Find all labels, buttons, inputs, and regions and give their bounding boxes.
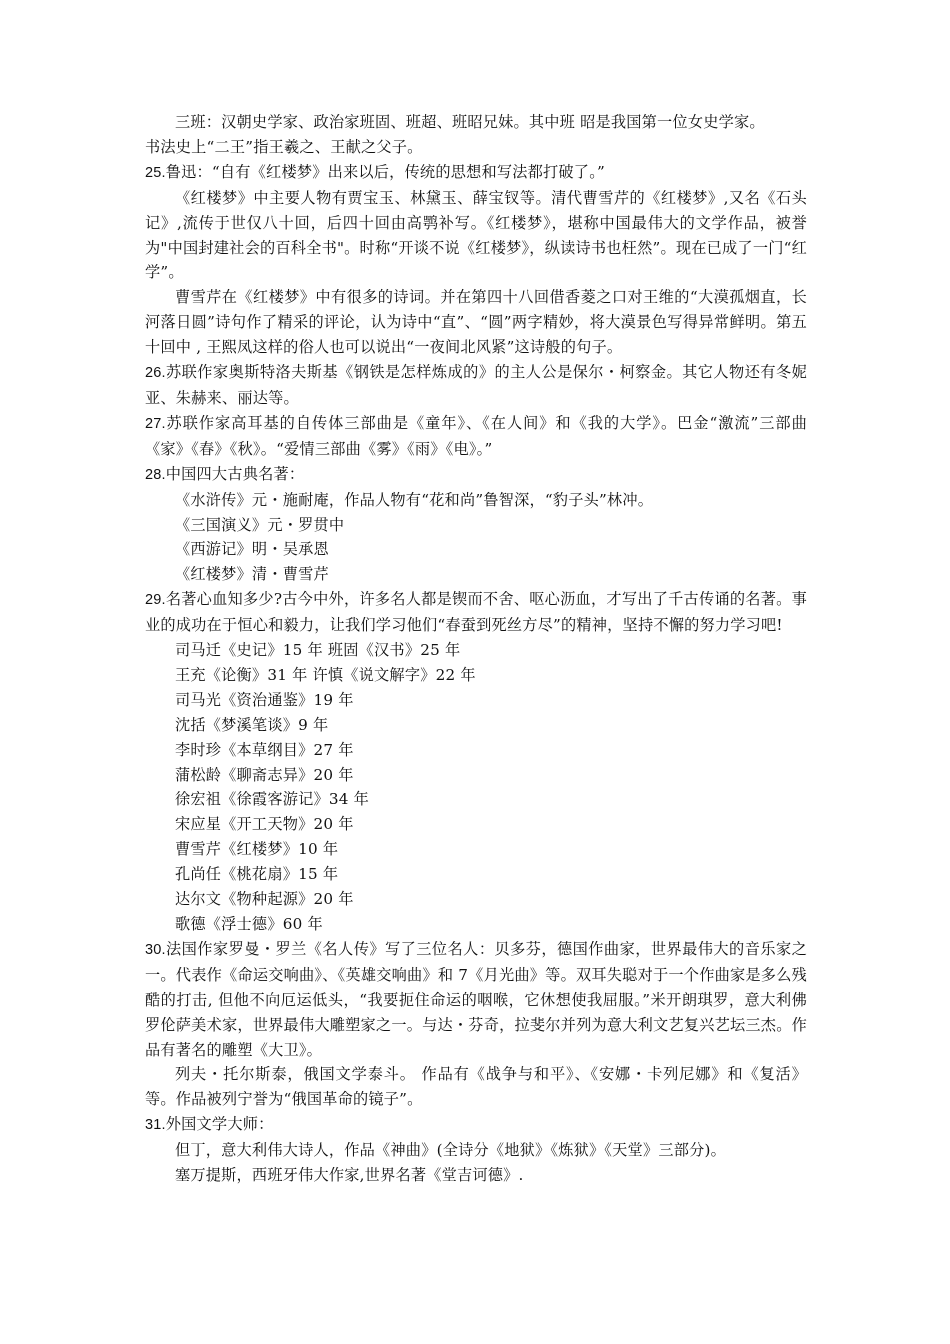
list-item: 曹雪芹《红楼梦》10 年 bbox=[175, 840, 339, 859]
paragraph: 《红楼梦》中主要人物有贾宝玉、林黛玉、薛宝钗等。清代曹雪芹的《红楼梦》,又名《石头记》,流传于世仅八十回，后四十回由高鹗补写。《红楼梦》，堪称中国最伟大的文学作品，被誉为"中国封建社会的百科全书"。时称“开谈不说《红楼梦》，纵读诗书也枉然”。现在已成了一门“红学”。 bbox=[145, 188, 807, 282]
paragraph: 书法史上“二王”指王羲之、王献之父子。 bbox=[145, 137, 423, 156]
list-item: 蒲松龄《聊斋志异》20 年 bbox=[175, 765, 354, 784]
item-number: 31. bbox=[145, 1117, 166, 1134]
list-item: 司马光《资治通鉴》19 年 bbox=[175, 690, 354, 709]
numbered-paragraph bbox=[145, 462, 807, 488]
paragraph-text: 苏联作家奥斯特洛夫斯基《钢铁是怎样炼成的》的主人公是保尔・柯察金。其它人物还有冬妮亚、朱赫来、丽达等。 bbox=[145, 363, 807, 407]
paragraph-text: 鲁迅：“自有《红楼梦》出来以后，传统的思想和写法都打破了。” bbox=[165, 162, 605, 181]
paragraph: 列夫・托尔斯泰，俄国文学泰斗。 作品有《战争与和平》、《安娜・卡列尼娜》和《复活》等。作品被列宁誉为“俄国革命的镜子”。 bbox=[145, 1065, 807, 1109]
list-item: 《西游记》明・吴承恩 bbox=[175, 540, 329, 559]
numbered-paragraph bbox=[145, 937, 807, 1063]
item-number: 25. bbox=[145, 164, 166, 181]
list-item: 但丁，意大利伟大诗人，作品《神曲》(全诗分《地狱》《炼狱》《天堂》三部分)。 bbox=[175, 1141, 727, 1160]
item-number: 26. bbox=[145, 365, 166, 382]
list-item: 《水浒传》元・施耐庵，作品人物有“花和尚”鲁智深，“豹子头”林冲。 bbox=[175, 490, 654, 509]
list-item: 李时珍《本草纲目》27 年 bbox=[175, 740, 354, 759]
list-item: 塞万提斯，西班牙伟大作家,世界名著《堂吉诃德》. bbox=[175, 1166, 524, 1185]
paragraph: 三班：汉朝史学家、政治家班固、班超、班昭兄妹。其中班 昭是我国第一位女史学家。 bbox=[175, 113, 765, 131]
item-number: 29. bbox=[145, 592, 166, 609]
list-item: 《红楼梦》清・曹雪芹 bbox=[175, 565, 329, 584]
numbered-paragraph bbox=[145, 1112, 807, 1138]
list-item: 王充《论衡》31 年 许慎《说文解字》22 年 bbox=[175, 665, 476, 684]
list-item: 达尔文《物种起源》20 年 bbox=[175, 890, 354, 909]
list-item: 司马迁《史记》15 年 班固《汉书》25 年 bbox=[175, 641, 461, 660]
item-number: 27. bbox=[145, 415, 166, 432]
paragraph-text: 名著心血知多少?古今中外，许多名人都是锲而不舍、呕心沥血，才写出了千古传诵的名著。事业的成功在于恒心和毅力，让我们学习他们“春蚕到死丝方尽”的精神，坚持不懈的努力学习吧! bbox=[145, 590, 807, 635]
paragraph: 曹雪芹在《红楼梦》中有很多的诗词。并在第四十八回借香菱之口对王维的“大漠孤烟直，长河落日圆”诗句作了精采的评论，认为诗中“直”、“圆”两字精妙，将大漠景色写得异常鲜明。第五十回中 , 王熙凤这样的俗人也可以说出“一夜间北风紧”这诗般的句子。 bbox=[145, 288, 807, 357]
numbered-paragraph bbox=[145, 411, 807, 462]
item-number: 28. bbox=[145, 466, 166, 483]
list-item: 歌德《浮士德》60 年 bbox=[175, 915, 323, 933]
paragraph-text: 中国四大古典名著： bbox=[165, 464, 305, 483]
paragraph-text: 苏联作家高耳基的自传体三部曲是《童年》、《在人间》和《我的大学》。巴金“激流”三部曲《家》《春》《秋》。“爱情三部曲《雾》《雨》《电》。” bbox=[145, 413, 807, 458]
list-item: 沈括《梦溪笔谈》9 年 bbox=[175, 715, 329, 734]
list-item: 宋应星《开工天物》20 年 bbox=[175, 815, 354, 834]
numbered-paragraph bbox=[145, 587, 807, 638]
paragraph-text: 法国作家罗曼・罗兰《名人传》写了三位名人：贝多芬，德国作曲家，世界最伟大的音乐家之一。代表作《命运交响曲》、《英雄交响曲》和 7《月光曲》等。双耳失聪对于一个作曲家是多么残酷的打击, 但他不向厄运低头，“我要扼住命运的咽喉，它休想使我屈服。”米开朗琪罗，意大利佛罗伦萨美术家，世界最伟大雕塑家之一。与达・芬奇，拉斐尔并列为意大利文艺复兴艺坛三杰。作品有著名的雕塑《大卫》。 bbox=[145, 939, 807, 1059]
list-item: 《三国演义》元・罗贯中 bbox=[175, 515, 345, 534]
document-body bbox=[145, 110, 807, 1188]
paragraph-text: 外国文学大师： bbox=[165, 1115, 274, 1134]
numbered-paragraph bbox=[145, 160, 807, 186]
list-item: 徐宏祖《徐霞客游记》34 年 bbox=[175, 790, 370, 809]
numbered-paragraph bbox=[145, 360, 807, 411]
list-item: 孔尚任《桃花扇》15 年 bbox=[175, 865, 339, 884]
item-number: 30. bbox=[145, 941, 166, 958]
